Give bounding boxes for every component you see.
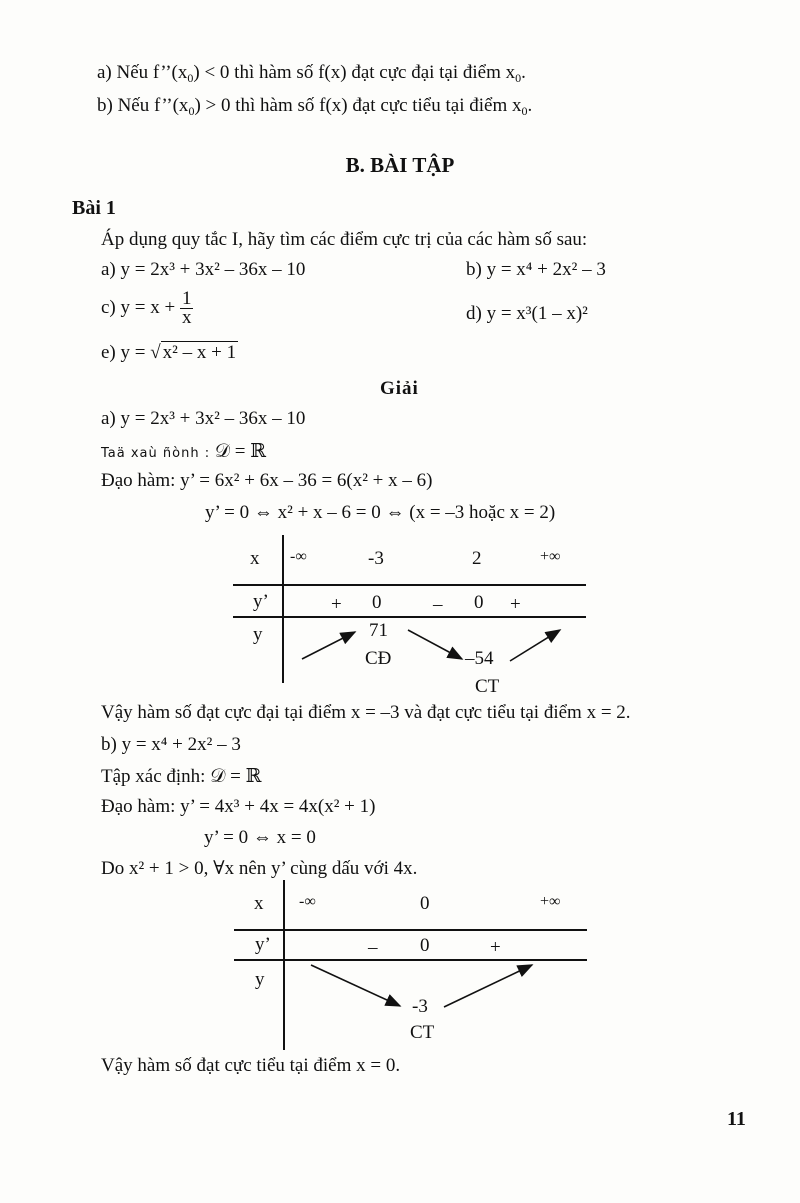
radicand: x² – x + 1 (162, 342, 237, 363)
min-label: CT (475, 676, 500, 697)
item-e-prefix: e) y = √ (101, 342, 161, 363)
page-number: 11 (727, 1108, 746, 1130)
max-value: 71 (369, 620, 388, 641)
subscript: 0 (521, 104, 528, 118)
yprime-sign: – (433, 594, 443, 615)
min-value: -3 (412, 996, 428, 1017)
part-b-derivative: Đạo hàm: y’ = 4x³ + 4x = 4x(x² + 1) (101, 796, 376, 817)
part-a-derivative: Đạo hàm: y’ = 6x² + 6x – 36 = 6(x² + x – 6) (101, 470, 433, 491)
row-label-yprime: y’ (253, 591, 269, 612)
yprime-zero: 0 (372, 592, 382, 613)
part-b-roots: y’ = 0 ⇔ x = 0 (204, 827, 316, 848)
row-label-y: y (253, 624, 263, 645)
theorem-b-text: b) Nếu f’’(x (97, 95, 189, 116)
row-label-x: x (250, 548, 260, 569)
part-a-conclusion: Vậy hàm số đạt cực đại tại điểm x = –3 và đạt cực tiểu tại điểm x = 2. (101, 702, 631, 723)
x-value: +∞ (540, 548, 561, 565)
min-label: CT (410, 1022, 435, 1043)
yprime-sign: + (331, 594, 342, 615)
yprime-sign: + (510, 594, 521, 615)
part-b-sign-note: Do x² + 1 > 0, ∀x nên y’ cùng dấu với 4x. (101, 858, 418, 879)
row-label-y: y (255, 969, 265, 990)
item-c-prefix: c) y = x + (101, 296, 176, 318)
exercise-item-a: a) y = 2x³ + 3x² – 36x – 10 (101, 259, 306, 280)
part-a-function: a) y = 2x³ + 3x² – 36x – 10 (101, 408, 306, 429)
subscript: 0 (188, 104, 195, 118)
x-value: 0 (420, 893, 430, 914)
solution-heading: Giải (380, 378, 419, 399)
period: . (527, 95, 533, 116)
exercise-prompt: Áp dụng quy tắc I, hãy tìm các điểm cực trị của các hàm số sau: (101, 229, 588, 250)
x-value: -3 (368, 548, 384, 569)
denominator: x (181, 307, 192, 328)
yprime-zero: 0 (474, 592, 484, 613)
decreasing-arrow-icon (311, 965, 400, 1006)
numerator: 1 (181, 288, 192, 309)
x-value: +∞ (540, 893, 561, 910)
yprime-sign: + (490, 937, 501, 958)
exercise-item-b: b) y = x⁴ + 2x² – 3 (466, 259, 606, 280)
theorem-a-text2: ) < 0 thì hàm số f(x) đạt cực đại tại điểm x (193, 62, 516, 83)
yprime-zero: 0 (420, 935, 430, 956)
part-a-roots: y’ = 0 ⇔ x² + x – 6 = 0 ⇔ (x = –3 hoặc x = 2) (205, 502, 556, 523)
x-value: -∞ (299, 893, 316, 910)
part-b-domain: Tập xác định: 𝒟 = ℝ (101, 766, 262, 787)
domain-label: Taä xaù ñònh : (101, 446, 211, 461)
period: . (521, 62, 526, 83)
subscript: 0 (187, 71, 194, 85)
row-label-yprime: y’ (255, 934, 271, 955)
row-label-x: x (254, 893, 264, 914)
exercise-item-d: d) y = x³(1 – x)² (466, 303, 588, 324)
subscript: 0 (515, 71, 522, 85)
x-value: 2 (472, 548, 482, 569)
max-label: CĐ (365, 648, 392, 669)
section-title: B. BÀI TẬP (345, 153, 455, 177)
increasing-arrow-icon (444, 965, 532, 1007)
yprime-sign: – (368, 937, 378, 958)
theorem-a-text: a) Nếu f’’(x (97, 62, 188, 83)
min-value: –54 (465, 648, 494, 669)
part-b-function: b) y = x⁴ + 2x² – 3 (101, 734, 241, 755)
exercise-title: Bài 1 (72, 197, 116, 219)
domain-value: 𝒟 = ℝ (214, 441, 266, 462)
theorem-b-text2: ) > 0 thì hàm số f(x) đạt cực tiểu tại điểm x (194, 95, 522, 116)
part-b-conclusion: Vậy hàm số đạt cực tiểu tại điểm x = 0. (101, 1055, 401, 1076)
x-value: -∞ (290, 548, 307, 565)
